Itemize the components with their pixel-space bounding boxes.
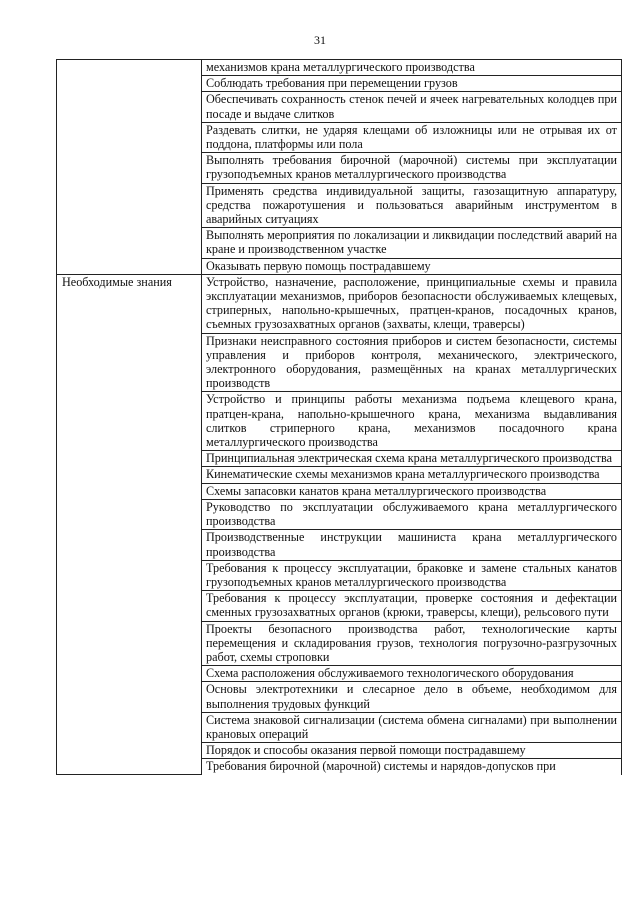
knowledge-item: Требования бирочной (марочной) системы и нарядов-допусков при (202, 759, 622, 775)
skill-item: Оказывать первую помощь пострадавшему (202, 258, 622, 274)
skill-item: Выполнять мероприятия по локализации и ликвидации последствий аварий на кране и производственном участке (202, 228, 622, 258)
skill-item: Обеспечивать сохранность стенок печей и ячеек нагревательных колодцев при посаде и выдаче слитков (202, 92, 622, 122)
knowledge-item: Требования к процессу эксплуатации, браковке и замене стальных канатов грузоподъемных кранов металлургического производства (202, 560, 622, 590)
page-number: 31 (314, 33, 326, 47)
competency-table (56, 59, 622, 775)
knowledge-item: Схема расположения обслуживаемого технологического оборудования (202, 666, 622, 682)
table-row (57, 274, 622, 333)
knowledge-item: Руководство по эксплуатации обслуживаемого крана металлургического производства (202, 499, 622, 529)
knowledge-item: Система знаковой сигнализации (система обмена сигналами) при выполнении крановых операций (202, 712, 622, 742)
knowledge-item: Требования к процессу эксплуатации, проверке состояния и дефектации сменных грузозахватных органов (крюки, траверсы, клещи), рельсового пути (202, 591, 622, 621)
knowledge-item: Основы электротехники и слесарное дело в объеме, необходимом для выполнения трудовых функций (202, 682, 622, 712)
knowledge-item: Признаки неисправного состояния приборов и систем безопасности, системы управления и приборов контроля, механического, электрического, электронного оборудования, размещённых на кранах металлургических производств (202, 333, 622, 392)
skill-item: Раздевать слитки, не ударяя клещами об изложницы или не отрывая их от поддона, платформы или пола (202, 122, 622, 152)
row-label-knowledge: Необходимые знания (57, 274, 202, 774)
table-row (57, 60, 622, 76)
knowledge-item: Проекты безопасного производства работ, технологические карты перемещения и складирования грузов, технология погрузочно-разгрузочных работ, схемы строповки (202, 621, 622, 666)
knowledge-item: Устройство и принципы работы механизма подъема клещевого крана, пратцен-крана, напольно-крышечного крана, механизма выдавливания слитков стриперного крана, механизмов посадочного крана металлургического производства (202, 392, 622, 451)
skill-item: Соблюдать требования при перемещении грузов (202, 76, 622, 92)
skill-item: Применять средства индивидуальной защиты, газозащитную аппаратуру, средства пожаротушения и пользоваться аварийным инструментом в аварийных ситуациях (202, 183, 622, 228)
row-label-empty (57, 60, 202, 275)
skill-item: механизмов крана металлургического производства (202, 60, 622, 76)
knowledge-item: Схемы запасовки канатов крана металлургического производства (202, 483, 622, 499)
knowledge-item: Устройство, назначение, расположение, принципиальные схемы и правила эксплуатации механизмов, приборов безопасности обслуживаемых клещевых, стриперных, напольно-крышечных, пратцен-кранов, посадочных кранов, съемных грузозахватных органов (захваты, клещи, траверсы) (202, 274, 622, 333)
skill-item: Выполнять требования бирочной (марочной) системы при эксплуатации грузоподъемных кранов металлургического производства (202, 153, 622, 183)
knowledge-item: Порядок и способы оказания первой помощи пострадавшему (202, 743, 622, 759)
knowledge-item: Кинематические схемы механизмов крана металлургического производства (202, 467, 622, 483)
knowledge-item: Производственные инструкции машиниста крана металлургического производства (202, 530, 622, 560)
knowledge-item: Принципиальная электрическая схема крана металлургического производства (202, 451, 622, 467)
